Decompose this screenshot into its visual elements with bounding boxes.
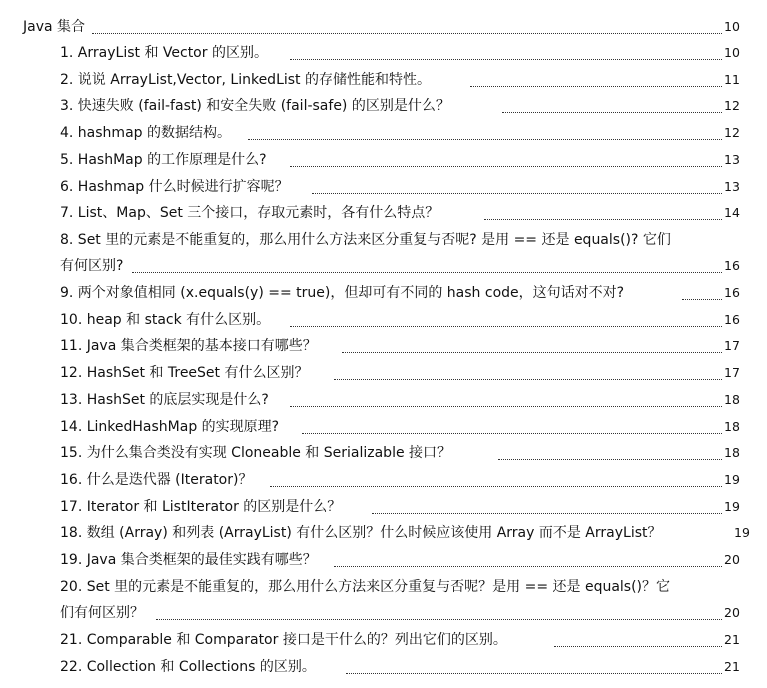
toc-entry[interactable] bbox=[0, 470, 767, 497]
toc-entry-title: 14. LinkedHashMap 的实现原理? bbox=[60, 419, 280, 435]
toc-leader bbox=[290, 58, 722, 60]
toc-leader bbox=[554, 645, 722, 647]
toc-entry-page: 14 bbox=[724, 205, 740, 220]
toc-leader bbox=[92, 32, 722, 34]
toc-entry-page: 18 bbox=[724, 445, 740, 460]
toc-entry-title: 17. Iterator 和 ListIterator 的区别是什么？ bbox=[60, 499, 342, 515]
toc-entry[interactable] bbox=[0, 310, 767, 337]
toc-entry-page: 18 bbox=[724, 392, 740, 407]
toc-leader bbox=[132, 271, 722, 273]
toc-entry[interactable] bbox=[0, 336, 767, 363]
toc-entry-page: 16 bbox=[724, 312, 740, 327]
toc-entry-page: 20 bbox=[724, 605, 740, 620]
toc-entry[interactable] bbox=[0, 123, 767, 150]
toc-leader bbox=[290, 325, 722, 327]
toc-entry[interactable] bbox=[0, 443, 767, 470]
toc-entry-page: 19 bbox=[724, 472, 740, 487]
toc-leader bbox=[502, 111, 722, 113]
toc-leader bbox=[484, 218, 722, 220]
toc-leader bbox=[334, 378, 722, 380]
toc-entry-title: 16. 什么是迭代器 (Iterator)？ bbox=[60, 472, 253, 488]
toc-entry-page: 16 bbox=[724, 285, 740, 300]
toc-entry-title: 10. heap 和 stack 有什么区别。 bbox=[60, 312, 271, 328]
toc-entry-title-continued: 们有何区别？ bbox=[60, 605, 144, 621]
toc-entry-title: 20. Set 里的元素是不能重复的，那么用什么方法来区分重复与否呢？是用 == 还是 equals()？它 bbox=[60, 579, 671, 595]
toc-entry-title: 13. HashSet 的底层实现是什么? bbox=[60, 392, 269, 408]
toc-entry-page: 19 bbox=[724, 499, 740, 514]
toc-leader bbox=[372, 512, 722, 514]
toc-entry[interactable] bbox=[0, 283, 767, 310]
toc-leader bbox=[290, 165, 722, 167]
toc-entry-title: 12. HashSet 和 TreeSet 有什么区别？ bbox=[60, 365, 309, 381]
toc-leader bbox=[682, 298, 722, 300]
toc-entry-title-continued: 有何区别? bbox=[60, 258, 124, 274]
toc-entry[interactable] bbox=[0, 417, 767, 444]
toc-entry[interactable] bbox=[0, 523, 767, 550]
toc-leader bbox=[470, 85, 722, 87]
toc-entry-page: 12 bbox=[724, 125, 740, 140]
toc-entry-title: 5. HashMap 的工作原理是什么? bbox=[60, 152, 267, 168]
toc-entry-continued[interactable] bbox=[0, 603, 767, 630]
toc-entry-page: 10 bbox=[724, 45, 740, 60]
toc-entry-title: 3. 快速失败 (fail-fast) 和安全失败 (fail-safe) 的区别是什么？ bbox=[60, 98, 450, 114]
toc-entry-page: 17 bbox=[724, 338, 740, 353]
toc-entry-title: 15. 为什么集合类没有实现 Cloneable 和 Serializable 接口？ bbox=[60, 445, 452, 461]
toc-entry-page: 21 bbox=[724, 632, 740, 647]
toc-leader bbox=[290, 405, 722, 407]
toc-entry[interactable] bbox=[0, 70, 767, 97]
toc-entry-title: 19. Java 集合类框架的最佳实践有哪些？ bbox=[60, 552, 317, 568]
toc-entry-title: 21. Comparable 和 Comparator 接口是干什么的？列出它们的区别。 bbox=[60, 632, 507, 648]
toc-leader bbox=[302, 432, 722, 434]
toc-entry[interactable] bbox=[0, 497, 767, 524]
toc-entry-title: 9. 两个对象值相同 (x.equals(y) == true)，但却可有不同的 hash code，这句话对不对? bbox=[60, 285, 625, 301]
toc-entry-page: 12 bbox=[724, 98, 740, 113]
toc-heading-page: 10 bbox=[724, 19, 740, 34]
toc-entry-continued[interactable] bbox=[0, 256, 767, 283]
toc-entry-page: 20 bbox=[724, 552, 740, 567]
toc-entry-title: 4. hashmap 的数据结构。 bbox=[60, 125, 231, 141]
toc-entry-page: 11 bbox=[724, 72, 740, 87]
toc-entry-title: 6. Hashmap 什么时候进行扩容呢？ bbox=[60, 179, 289, 195]
toc-entry-page: 21 bbox=[724, 659, 740, 674]
toc-entry[interactable] bbox=[0, 43, 767, 70]
toc-entry-title: 22. Collection 和 Collections 的区别。 bbox=[60, 659, 316, 675]
toc-entry-title: 7. List、Map、Set 三个接口，存取元素时，各有什么特点？ bbox=[60, 205, 440, 221]
toc-leader bbox=[342, 351, 722, 353]
toc-entry[interactable] bbox=[0, 657, 767, 684]
toc-entry[interactable] bbox=[0, 96, 767, 123]
toc-entry-page: 17 bbox=[724, 365, 740, 380]
toc-entry[interactable] bbox=[0, 363, 767, 390]
toc-entry[interactable] bbox=[0, 177, 767, 204]
toc-leader bbox=[156, 618, 722, 620]
toc-entry-title: 8. Set 里的元素是不能重复的，那么用什么方法来区分重复与否呢? 是用 == 还是 equals()? 它们 bbox=[60, 232, 671, 248]
toc-leader bbox=[270, 485, 722, 487]
toc-entry[interactable] bbox=[0, 150, 767, 177]
toc-entry-title: 11. Java 集合类框架的基本接口有哪些？ bbox=[60, 338, 317, 354]
toc-heading-title: Java 集合 bbox=[23, 19, 86, 35]
toc-leader bbox=[346, 672, 722, 674]
toc-entry[interactable] bbox=[0, 203, 767, 230]
toc-entry-title: 1. ArrayList 和 Vector 的区别。 bbox=[60, 45, 268, 61]
toc-entry-page: 13 bbox=[724, 179, 740, 194]
toc-entry-page: 13 bbox=[724, 152, 740, 167]
toc-entry-page: 19 bbox=[734, 525, 750, 540]
toc-entry-page: 16 bbox=[724, 258, 740, 273]
toc-entry-page: 18 bbox=[724, 419, 740, 434]
toc-entry[interactable] bbox=[0, 577, 767, 604]
toc-leader bbox=[334, 565, 722, 567]
toc-entry[interactable] bbox=[0, 550, 767, 577]
toc-leader bbox=[498, 458, 722, 460]
toc-entry[interactable] bbox=[0, 630, 767, 657]
toc-entry[interactable] bbox=[0, 230, 767, 257]
toc-entry-title: 18. 数组 (Array) 和列表 (ArrayList) 有什么区别？什么时候应该使用 Array 而不是 ArrayList？ bbox=[60, 525, 662, 541]
toc-heading[interactable] bbox=[0, 17, 767, 44]
toc-leader bbox=[312, 192, 722, 194]
toc-leader bbox=[248, 138, 722, 140]
toc-entry[interactable] bbox=[0, 390, 767, 417]
toc-entry-title: 2. 说说 ArrayList,Vector, LinkedList 的存储性能和特性。 bbox=[60, 72, 431, 88]
